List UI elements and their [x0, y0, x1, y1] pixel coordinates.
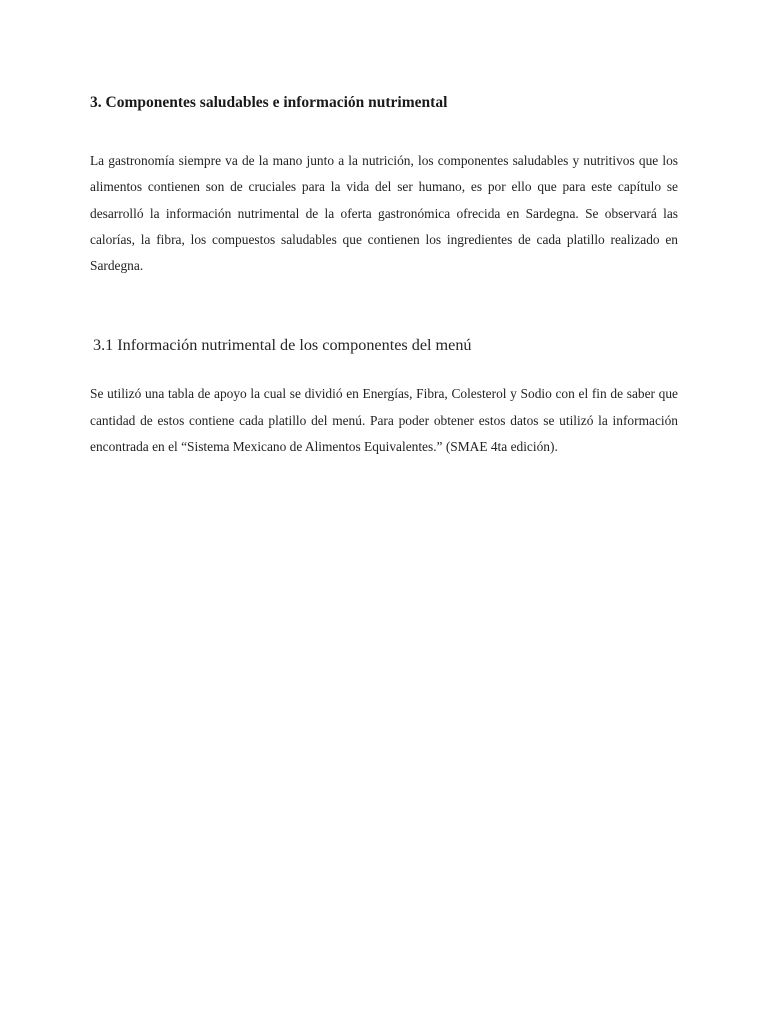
page-content [90, 92, 678, 460]
section-paragraph: La gastronomía siempre va de la mano junto a la nutrición, los componentes saludables y nutritivos que los alimentos contienen son de cruciales para la vida del ser humano, es por ello que para este capítulo se desarrolló la información nutrimental de la oferta gastronómica ofrecida en Sardegna. Se observará las calorías, la fibra, los compuestos saludables que contienen los ingredientes de cada platillo realizado en Sardegna. [90, 153, 678, 274]
subsection-heading: 3.1 Información nutrimental de los componentes del menú [93, 336, 472, 355]
section-heading: 3. Componentes saludables e información nutrimental [90, 94, 448, 111]
subsection-paragraph: Se utilizó una tabla de apoyo la cual se dividió en Energías, Fibra, Colesterol y Sodio con el fin de saber que cantidad de estos contiene cada platillo del menú. Para poder obtener estos datos se utilizó la información encontrada en el “Sistema Mexicano de Alimentos Equivalentes.” (SMAE 4ta edición). [90, 386, 678, 455]
